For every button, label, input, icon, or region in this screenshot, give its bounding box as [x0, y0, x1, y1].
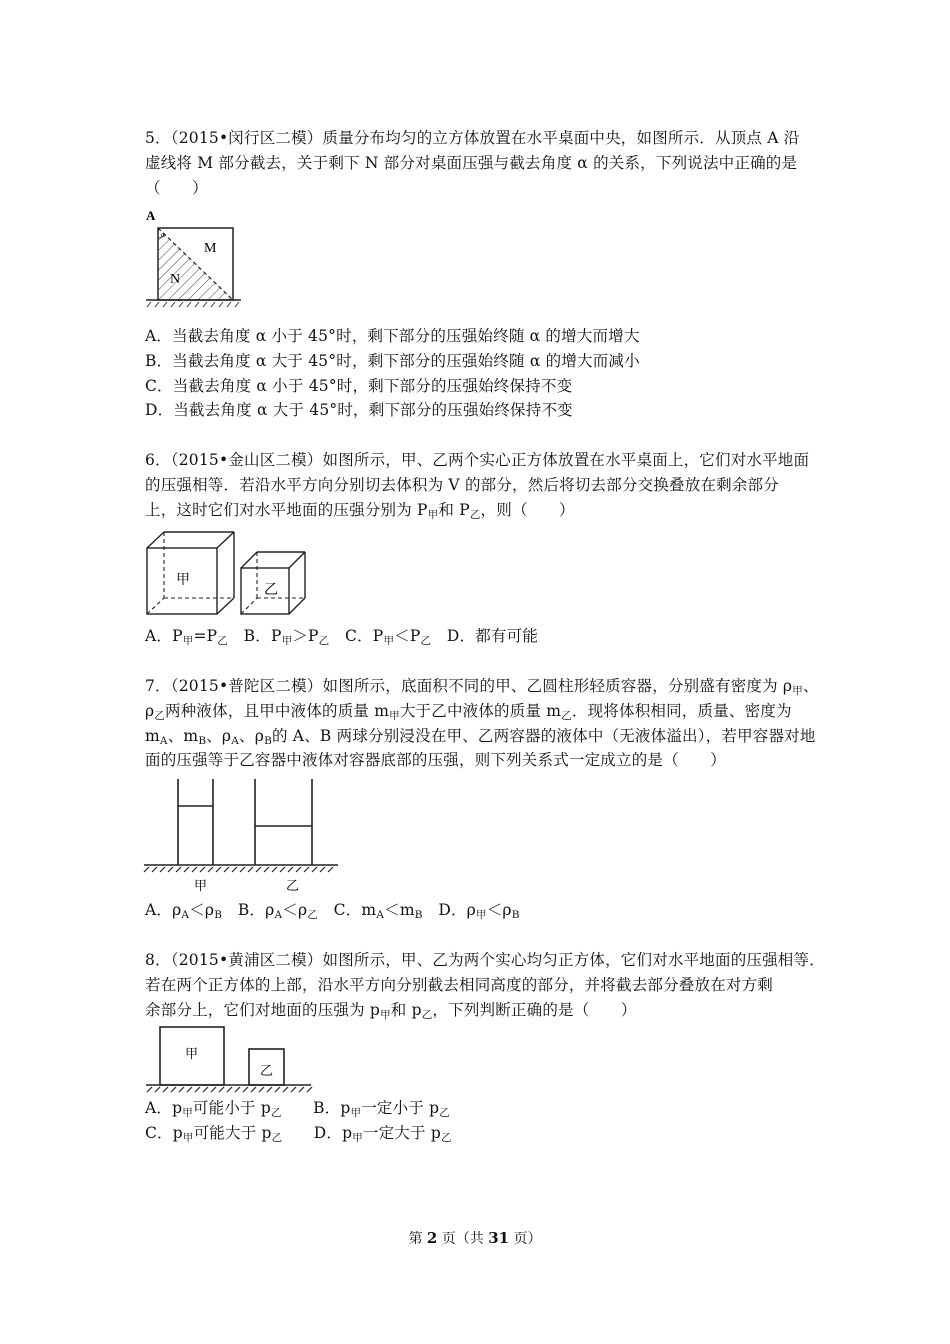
q5-label-alpha: α	[161, 231, 165, 239]
q6-label-jia: 甲	[176, 572, 190, 588]
q8-options-row1: A．$p_甲$可能小于 $p_乙$ B．$p_甲$一定小于 $p_乙$	[145, 1099, 450, 1119]
q5-stem-line2: 虚线将 M 部分截去，关于剩下 N 部分对桌面压强与截去角度 α 的关系，下列说法中正确的是	[145, 154, 798, 172]
q7-stem-line1: 7．（2015•普陀区二模）如图所示，底面积不同的甲、乙圆柱形轻质容器，分别盛有密度为 $\rho_甲$、	[145, 677, 819, 697]
q5-label-m: M	[204, 241, 217, 256]
q6-options: A．$P_甲=P_乙$ B．$P_甲>P_乙$ C．$P_甲<P_乙$ D．都有可能	[145, 627, 539, 647]
page-footer: 第 2 页（共 31 页）	[408, 1229, 542, 1247]
q6-label-yi: 乙	[264, 582, 278, 598]
q7-label-jia: 甲	[194, 879, 208, 894]
q5-option-d: D．当截去角度 α 大于 45°时，剩下部分的压强始终保持不变	[145, 401, 573, 419]
q6-stem-line2: 的压强相等．若沿水平方向分别切去体积为 V 的部分，然后将切去部分交换叠放在剩余部分	[145, 476, 779, 494]
q5-label-a: A	[146, 208, 156, 223]
q7-containers-figure	[140, 776, 345, 896]
q6-stem-line3: 上，这时它们对水平地面的压强分别为 $P_甲$和 $P_乙$，则（ ）	[145, 501, 575, 521]
q6-cubes-figure	[140, 530, 320, 620]
q8-cubes-figure	[143, 1025, 318, 1095]
q7-stem-line3: $m_A$、$m_B$、$\rho_A$、$\rho_B$的 A、B 两球分别浸没在甲、乙两容器的液体中（无液体溢出），若甲容器对地	[145, 727, 816, 747]
q5-stem-line1: 5．（2015•闵行区二模）质量分布均匀的立方体放置在水平桌面中央，如图所示．从顶点 A 沿	[145, 129, 800, 147]
q7-stem-line4: 面的压强等于乙容器中液体对容器底部的压强，则下列关系式一定成立的是（ ）	[145, 751, 726, 769]
page-total: 31	[488, 1229, 510, 1247]
q5-label-n: N	[170, 272, 181, 287]
q7-label-yi: 乙	[286, 879, 300, 894]
q5-stem-line3: （ ）	[145, 179, 208, 197]
q7-options: A．$\rho_A<\rho_B$ B．$\rho_A<\rho_乙$ C．$m_A<m_B$ D．$\rho_甲<\rho_B$	[145, 901, 520, 921]
q5-cube-figure	[143, 206, 243, 310]
page-number: 2	[426, 1229, 438, 1247]
q5-option-a: A．当截去角度 α 小于 45°时，剩下部分的压强始终随 α 的增大而增大	[145, 327, 640, 345]
q8-stem-line3: 余部分上，它们对地面的压强为 $p_甲$和 $p_乙$，下列判断正确的是（ ）	[145, 1001, 637, 1021]
q8-stem-line2: 若在两个正方体的上部，沿水平方向分别截去相同高度的部分，并将截去部分叠放在对方剩	[145, 976, 774, 994]
q8-label-jia: 甲	[185, 1047, 199, 1062]
q5-option-c: C．当截去角度 α 小于 45°时，剩下部分的压强始终保持不变	[145, 377, 573, 395]
q8-stem-line1: 8．（2015•黄浦区二模）如图所示，甲、乙为两个实心均匀正方体，它们对水平地面的压强相等．	[145, 951, 825, 969]
q5-option-b: B．当截去角度 α 大于 45°时，剩下部分的压强始终随 α 的增大而减小	[145, 352, 640, 370]
q6-stem-line1: 6．（2015•金山区二模）如图所示，甲、乙两个实心正方体放置在水平桌面上，它们对水平地面	[145, 451, 810, 469]
q7-stem-line2: $\rho_乙$两种液体，且甲中液体的质量 $m_甲$大于乙中液体的质量 $m_乙$．现将体积相同，质量、密度为	[145, 702, 792, 722]
q8-options-row2: C．$p_甲$可能大于 $p_乙$ D．$p_甲$一定大于 $p_乙$	[145, 1124, 452, 1144]
q8-label-yi: 乙	[260, 1064, 274, 1079]
